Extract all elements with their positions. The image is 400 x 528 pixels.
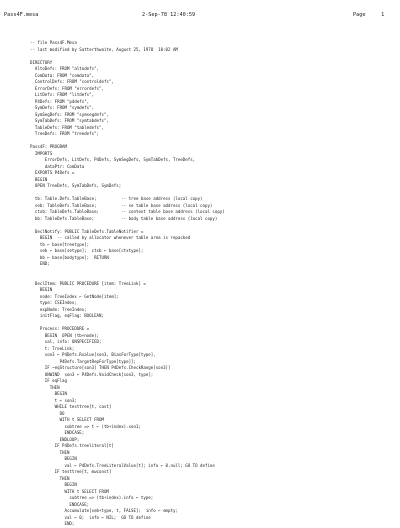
code-line: IF testtree[t, mwconst] [30,469,112,474]
code-line: expNode: TreeIndex; [30,306,87,312]
code-line: Process: PROCEDURE = [30,326,90,331]
code-line: val, info: UNSPECIFIED; [30,339,102,344]
code-line: IF eqFlag [30,378,67,383]
code-line: SymDefs: FROM "symdefs", [30,105,95,110]
code-line: DeclItem: PUBLIC PROCEDURE [item: TreeLink] = [30,280,146,286]
code-line: bb: TableDefs.TableBase; -- body table base address (local copy) [30,215,218,221]
code-line: ErrorDefs, LitDefs, P4Defs, SymSegDefs, SymTabDefs, TreeDefs, [30,157,196,162]
code-line: -- last modified by Satterthwaite, August 25, 1978 10:02 AM [30,46,178,52]
code-line: tb ← base[treetype]; [30,241,90,247]
header-filename: Pass4F.mesa [4,12,39,18]
code-line: THEN [30,449,70,455]
code-line: initFlag, eqFlag: BOOLEAN; [30,313,104,318]
code-line: SymSegDefs: FROM "symsegdefs", [30,111,109,117]
code-line: IF P4Defs.treeliteral[t] [30,443,114,448]
code-line: P4Defs.TargetRepForType[type]]; [30,358,136,364]
code-line: AltoDefs: FROM "altodefs", [30,66,100,71]
page-header [0,10,400,20]
code-line: DIRECTORY [30,59,53,65]
header-page-number [353,10,384,20]
code-line: BEGIN -- called by allocator whenever table area is repacked [30,235,191,240]
code-line: Accumulate[seb+type, t, FALSE]; info ← empty; [30,508,178,513]
code-line: END; [30,261,50,266]
code-line: ControlDefs: FROM "controldefs", [30,79,114,84]
code-line: val ← 0; info ← NIL; GO TO define [30,514,151,520]
code-line: t ← son3; [30,397,77,403]
code-line: IF ~eqStructure[son3] THEN P4Defs.CheckRange[son3]] [30,365,171,370]
code-line: ErrorDefs: FROM "errordefs", [30,85,104,91]
code-line: WITH t SELECT FROM [30,488,109,494]
code-line: THEN [30,384,60,390]
code-line: LitDefs: FROM "litdefs", [30,92,95,97]
header-page-label: Page [353,12,366,18]
code-line: OPEN TreeDefs, SymTabDefs, SymDefs; [30,183,122,188]
code-line: BEGIN [30,176,48,182]
code-line: TableDefs: FROM "tabledefs", [30,124,104,130]
code-line: node: TreeIndex ← GetNode[item]; [30,293,119,299]
code-line: ENDCASE; [30,501,90,507]
header-page-value: 1 [381,12,385,18]
code-line: BEGIN OPEN (tb+node); [30,332,100,338]
code-line: val ← P4Defs.TreeLiteralValue[t]; info ← 0.null; GO TO define [30,462,215,468]
code-line: P4Defs: FROM "p4defs", [30,98,90,104]
code-line: ENDCASE; [30,430,85,435]
code-line: THEN [30,475,70,481]
code-line: t: TreeLink; [30,345,75,351]
code-line: WITH t SELECT FROM [30,417,104,422]
code-line: ctxb: TableDefs.TableBase; -- context table base address (local copy) [30,209,225,214]
code-line: ComData: FROM "comdata", [30,72,95,78]
code-line: ENDLOOP; [30,436,80,442]
code-line: SymTabDefs: FROM "symtabdefs", [30,118,109,123]
code-line: IMPORTS [30,150,53,156]
code-line: bb ← base[bodytype]; RETURN [30,254,109,260]
source-code-listing [30,40,395,526]
code-line: son3 ← P4Defs.Rvalue[son3, BiasForType[type], [30,352,156,357]
code-line: DO [30,410,65,416]
code-line: seb: TableDefs.TableBase; -- se table base address (local copy) [30,202,213,208]
code-line: Pass4F: PROGRAM [30,144,67,149]
code-line: WHILE testtree[t, cast] [30,404,112,409]
code-line: TreeDefs: FROM "treedefs"; [30,131,100,136]
code-line: seb ← base[setype]; ctxb ← base[ctxtype]; [30,248,144,253]
code-line: BEGIN [30,287,53,292]
code-line: -- file Pass4F.Mesa [30,40,77,45]
code-line: BEGIN [30,456,77,461]
code-line: dataPtr: ComData [30,163,85,169]
code-line: END; [30,521,75,526]
code-line: BEGIN [30,391,67,396]
header-date: 2-Sep-78 12:40:59 [142,12,196,18]
code-line: tb: Table.Defs.TableBase; -- tree base address (local copy) [30,196,203,201]
code-line: BEGIN [30,482,77,487]
code-line: subtree => (tb+index).info ← type; [30,495,154,500]
code-line: type: CSEIndex; [30,300,77,305]
code-line: EXPORTS P4Defs = [30,170,75,175]
code-line: UNWIND son3 ← P4Defs.VoidCheck[son3, type]; [30,371,154,377]
code-line: subtree => t ← (tb+index).son1; [30,423,141,429]
code-line: DeclNotify: PUBLIC TableDefs.TableNotifier = [30,228,144,234]
